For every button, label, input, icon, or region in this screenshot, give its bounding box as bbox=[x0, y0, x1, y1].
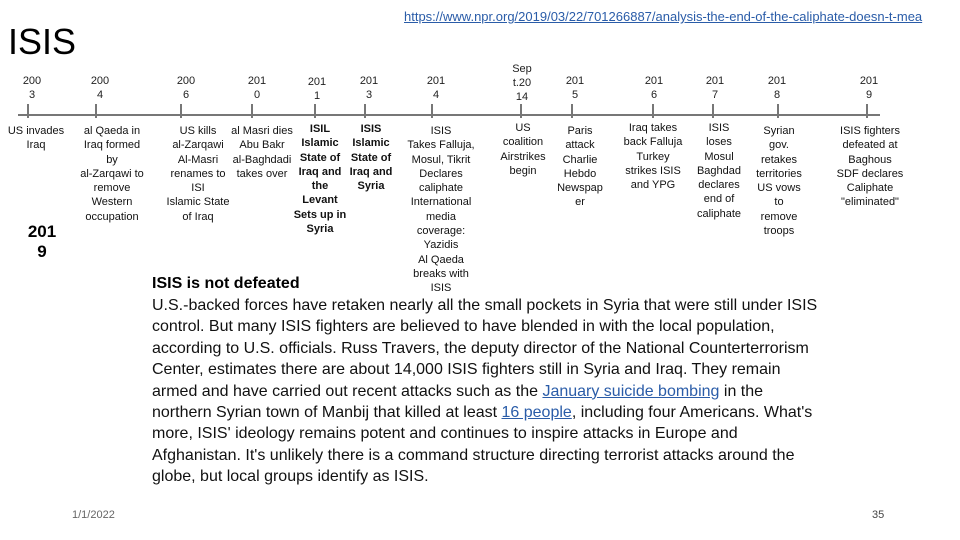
timeline-event: US coalition Airstrikes begin bbox=[500, 122, 546, 177]
sixteen-people-link[interactable]: 16 people bbox=[501, 404, 572, 422]
slide-number: 35 bbox=[872, 509, 885, 521]
timeline-event: Syrian gov. retakes territories US vows to remove troops bbox=[756, 125, 802, 238]
timeline-year: 201 6 bbox=[644, 75, 664, 101]
timeline-tick bbox=[27, 104, 29, 118]
article-body bbox=[152, 295, 827, 488]
timeline-event: ISIS fighters defeated at Baghous SDF declares Caliphate "eliminated" bbox=[836, 125, 904, 209]
timeline-year: Sep t.20 14 bbox=[512, 63, 532, 103]
timeline-year: 201 9 bbox=[859, 75, 879, 101]
timeline-year: 201 0 bbox=[247, 75, 267, 101]
timeline-year-highlight: 201 9 bbox=[27, 222, 57, 261]
timeline-tick bbox=[251, 104, 253, 118]
article-text: , including four Americans. What's more, ISIS' ideology remains potent and continues to inspire attacks in Europe and Afghanistan. It's unlikely there is a command structure directing terrorist attacks around the globe, but local groups identify as ISIS. bbox=[152, 404, 813, 486]
january-suicide-bombing-link[interactable]: January suicide bombing bbox=[542, 382, 720, 400]
article-heading: ISIS is not defeated bbox=[152, 275, 300, 292]
timeline-tick bbox=[712, 104, 714, 118]
timeline-event: ISIS Takes Falluja, Mosul, Tikrit Declares caliphate International media coverage: Yazidis Al Qaeda breaks with ISIS bbox=[407, 125, 475, 295]
page-title: ISIS bbox=[8, 21, 77, 62]
timeline-tick bbox=[431, 104, 433, 118]
timeline-tick bbox=[520, 104, 522, 118]
timeline-tick bbox=[652, 104, 654, 118]
timeline-year: 201 1 bbox=[307, 76, 327, 102]
timeline-event: US invades Iraq bbox=[7, 125, 65, 152]
timeline-event: al Masri dies Abu Bakr al-Baghdadi takes over bbox=[231, 125, 293, 180]
timeline-tick bbox=[777, 104, 779, 118]
timeline-tick bbox=[180, 104, 182, 118]
timeline-year: 201 5 bbox=[565, 75, 585, 101]
slide-date: 1/1/2022 bbox=[72, 509, 115, 521]
timeline-event: ISIL Islamic State of Iraq and the Levant Sets up in Syria bbox=[293, 123, 347, 236]
timeline-event: al Qaeda in Iraq formed by al-Zarqawi to remove Western occupation bbox=[80, 125, 144, 223]
timeline-year: 201 4 bbox=[426, 75, 446, 101]
timeline-axis bbox=[18, 114, 880, 116]
timeline-year: 200 4 bbox=[90, 75, 110, 101]
timeline-year: 201 7 bbox=[705, 75, 725, 101]
timeline-year: 201 3 bbox=[359, 75, 379, 101]
timeline-event: Paris attack Charlie Hebdo Newspap er bbox=[557, 125, 603, 209]
timeline-event: ISIS loses Mosul Baghdad declares end of caliphate bbox=[696, 122, 742, 220]
timeline-event: US kills al-Zarqawi Al-Masri renames to ISI Islamic State of Iraq bbox=[166, 125, 230, 223]
source-url-link[interactable]: https://www.npr.org/2019/03/22/701266887/analysis-the-end-of-the-caliphate-doesn-t-mea bbox=[404, 9, 923, 24]
timeline-tick bbox=[866, 104, 868, 118]
timeline-tick bbox=[95, 104, 97, 118]
timeline-tick bbox=[314, 104, 316, 118]
timeline-year: 201 8 bbox=[767, 75, 787, 101]
timeline-event: Iraq takes back Falluja Turkey strikes ISIS and YPG bbox=[623, 122, 683, 192]
timeline-year: 200 3 bbox=[22, 75, 42, 101]
article-text: in the northern Syrian town of Manbij that killed at least bbox=[152, 382, 764, 422]
timeline-tick bbox=[571, 104, 573, 118]
timeline-tick bbox=[364, 104, 366, 118]
article-text: U.S.-backed forces have retaken nearly all the small pockets in Syria that were still under ISIS control. But many ISIS fighters are believed to have blended in with the local population, according to U.S. officials. Russ Travers, the deputy director of the National Counterterrorism Center, estimates there are about 14,000 ISIS fighters still in Syria and Iraq. They remain armed and have carried out recent attacks such as the bbox=[152, 297, 818, 400]
timeline-event: ISIS Islamic State of Iraq and Syria bbox=[349, 123, 393, 193]
timeline-year: 200 6 bbox=[176, 75, 196, 101]
